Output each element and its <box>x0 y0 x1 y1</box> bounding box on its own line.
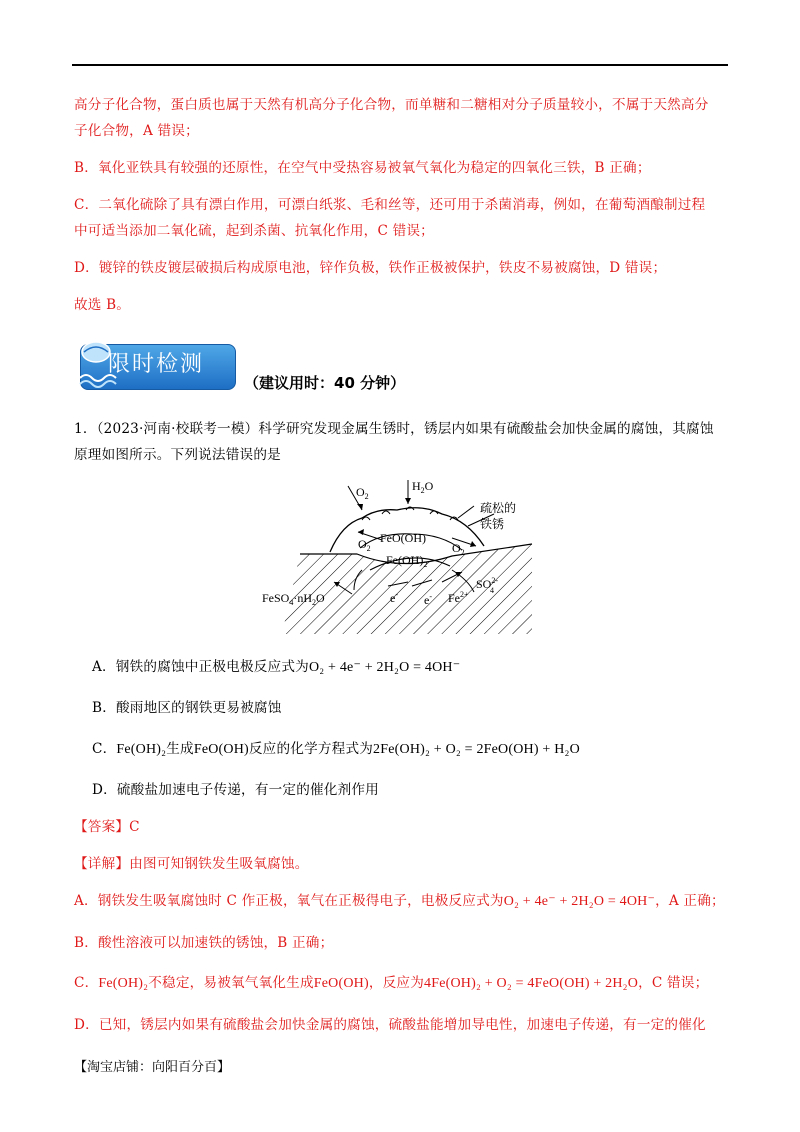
label-e1: e- <box>390 590 398 605</box>
answer-a-equation: O₂ + 4e⁻ + 2H₂O = 4OH⁻ <box>503 894 656 909</box>
answer-c-equation: 4Fe(OH)₂ + O₂ = 4FeO(OH) + 2H₂O <box>424 976 639 991</box>
option-c-mid: 生成 <box>166 741 194 757</box>
header-rule <box>72 64 728 66</box>
answer-a-text: A．钢铁发生吸氧腐蚀时 C 作正极，氧气在正极得电子，电极反应式为 <box>74 893 504 909</box>
label-feooh: FeO(OH) <box>380 531 426 545</box>
label-o2-top: $O_2$ <box>356 485 369 501</box>
answer-c-text: 不稳定，易被氧气氧化生成 <box>148 975 314 991</box>
label-o2-left: $O_2$ <box>358 537 371 553</box>
suggested-time: （建议用时：40 分钟） <box>244 374 406 392</box>
label-loose: 疏松的 <box>480 501 517 515</box>
option-c-fe: Fe(OH)₂ <box>116 742 167 757</box>
option-c-equation: 2Fe(OH)₂ + O₂ = 2FeO(OH) + H₂O <box>373 742 580 757</box>
answer-c-end: ，C 错误； <box>638 975 709 991</box>
answer-detail: 【详解】由图可知钢铁发生吸氧腐蚀。 <box>74 856 309 872</box>
prev-explanation-line1: 高分子化合物，蛋白质也属于天然有机高分子化合物，而单糖和二糖相对分子质量较小，不属于天然高分 <box>74 97 709 113</box>
section-badge <box>74 338 236 390</box>
question-stem-line1: 1．（2023·河南·校联考一模）科学研究发现金属生锈时，锈层内如果有硫酸盐会加快金属的腐蚀，其腐蚀 <box>74 421 714 437</box>
label-feoh2: $Fe(OH)_2$ <box>386 553 428 569</box>
prev-explanation-line2: 子化合物，A 错误； <box>74 123 199 139</box>
answer-b: B．酸性溶液可以加速铁的锈蚀，B 正确； <box>74 935 334 951</box>
footer-shop: 【淘宝店铺：向阳百分百】 <box>74 1060 231 1075</box>
answer-c <box>74 970 734 997</box>
label-so4: $SO^{2-}4$ <box>476 576 499 595</box>
answer-label: 【答案】C <box>74 819 140 835</box>
option-c <box>92 736 752 763</box>
answer-c-fe: Fe(OH)₂ <box>98 976 149 991</box>
option-b: B．酸雨地区的钢铁更易被腐蚀 <box>92 700 282 716</box>
answer-c-feo: FeO(OH) <box>313 976 369 991</box>
option-c-prefix: C． <box>92 741 117 757</box>
prev-explanation-conclusion: 故选 B。 <box>74 297 131 313</box>
section-title: 限时检测 <box>108 352 205 377</box>
corrosion-diagram <box>262 474 542 636</box>
label-h2o-top: $H_2O$ <box>412 479 434 495</box>
prev-explanation-b: B．氧化亚铁具有较强的还原性，在空气中受热容易被氧气氧化为稳定的四氧化三铁，B 正确； <box>74 160 651 176</box>
label-e2: e- <box>424 592 432 607</box>
answer-d: D．已知，锈层内如果有硫酸盐会加快金属的腐蚀，硫酸盐能增加导电性，加速电子传递，有一定的催化 <box>74 1017 706 1033</box>
rust-outer <box>330 508 484 552</box>
option-d: D．硫酸盐加速电子传递，有一定的催化剂作用 <box>92 782 379 798</box>
answer-a <box>74 888 734 915</box>
prev-explanation-c2: 中可适当添加二氧化硫，起到杀菌、抗氧化作用，C 错误； <box>74 223 434 239</box>
prev-explanation-c1: C．二氧化硫除了具有漂白作用，可漂白纸浆、毛和丝等，还可用于杀菌消毒，例如，在葡萄酒酿制过程 <box>74 197 706 213</box>
label-feso4: $FeSO_4\cdot nH_2O$ <box>262 591 325 607</box>
label-fe2: $Fe^{2+}$ <box>448 590 469 605</box>
label-o2-right: $O_2$ <box>452 541 465 557</box>
answer-c-prefix: C． <box>74 975 99 991</box>
label-rust: 铁锈 <box>480 517 505 531</box>
prev-explanation-d: D．镀锌的铁皮镀层破损后构成原电池，锌作负极，铁作正极被保护，铁皮不易被腐蚀，D 错误； <box>74 260 667 276</box>
question-stem-line2: 原理如图所示。下列说法错误的是 <box>74 447 281 463</box>
option-c-text: 反应的化学方程式为 <box>248 741 374 757</box>
option-a-equation: O₂ + 4e⁻ + 2H₂O = 4OH⁻ <box>308 660 461 675</box>
option-a-text: A．钢铁的腐蚀中正极电极反应式为 <box>92 659 309 675</box>
option-a <box>92 654 752 681</box>
answer-a-end: ，A 正确； <box>655 893 725 909</box>
option-c-feo: FeO(OH) <box>193 742 249 757</box>
answer-c-text2: ，反应为 <box>368 975 425 991</box>
